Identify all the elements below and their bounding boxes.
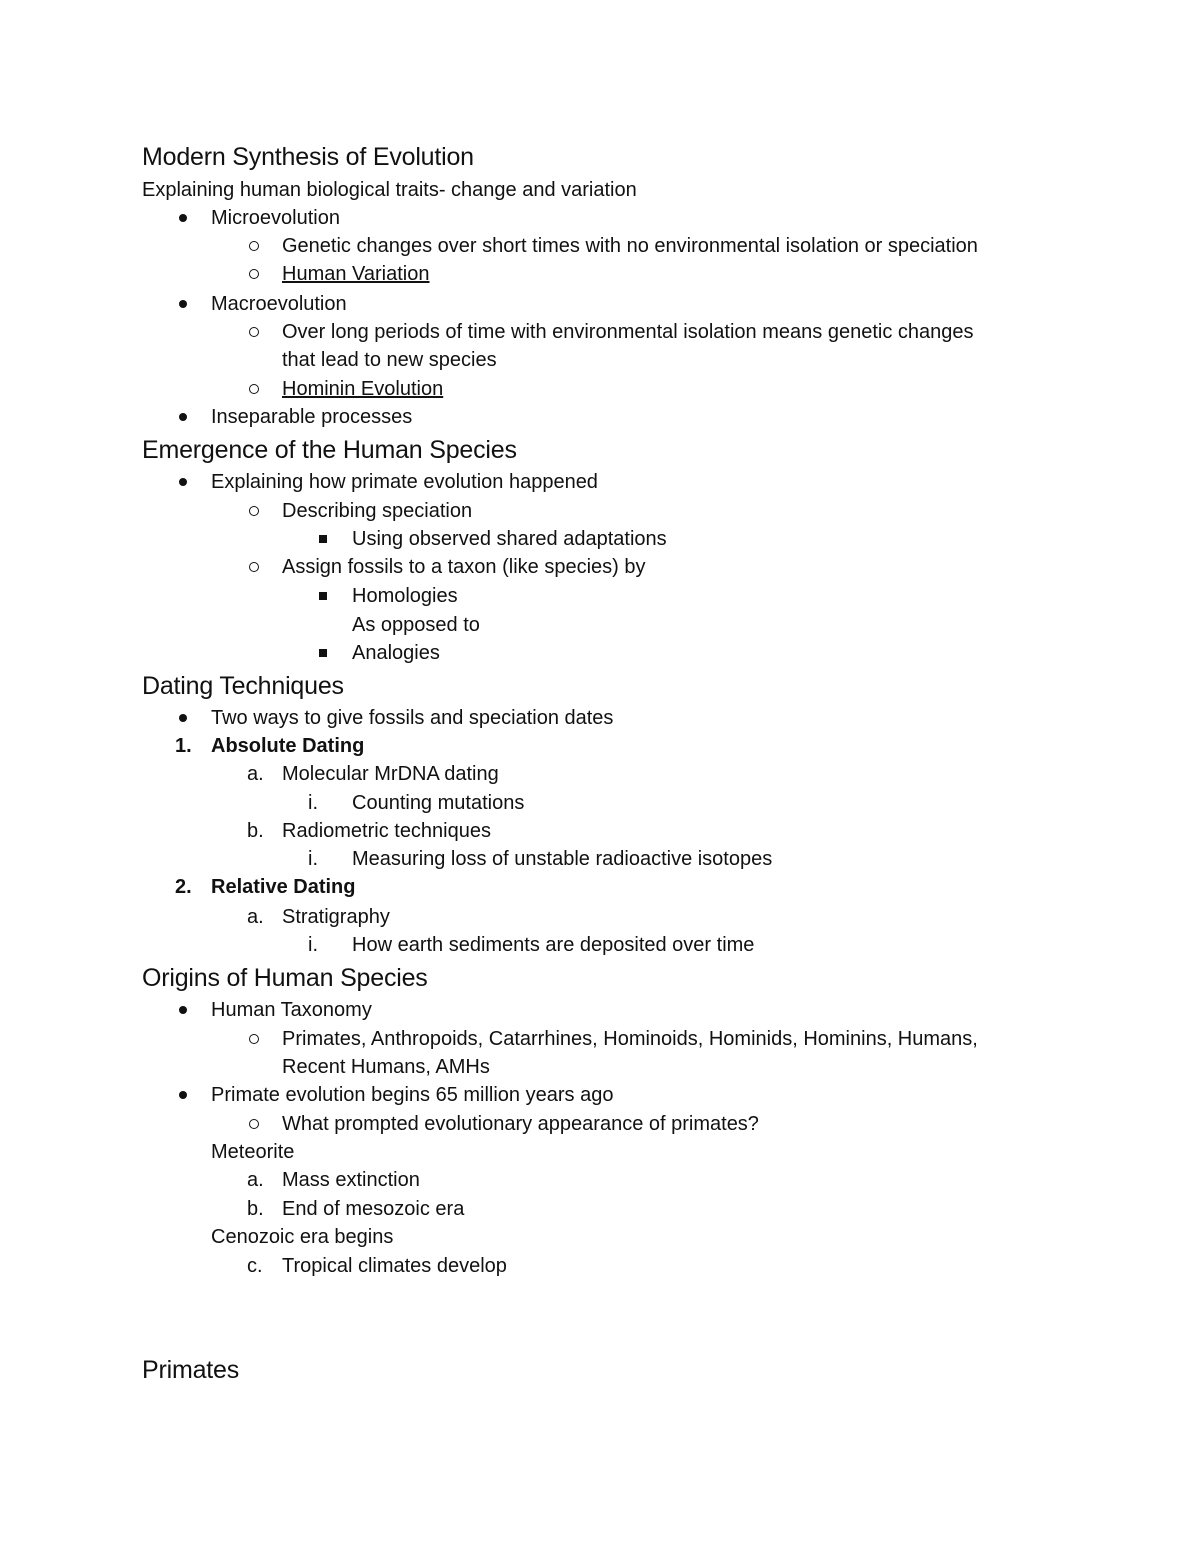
numbered-item — [0, 873, 1200, 901]
list-item-text: Human Taxonomy — [211, 999, 372, 1021]
bullet-icon — [179, 300, 187, 308]
list-item — [0, 996, 1200, 1024]
list-letter: a. — [247, 763, 264, 785]
list-item-text: Molecular MrDNA dating — [282, 763, 499, 785]
circle-bullet-icon — [249, 562, 259, 572]
list-item — [0, 403, 1200, 431]
heading-dating-techniques: Dating Techniques — [142, 672, 344, 700]
list-item-text: Measuring loss of unstable radioactive isotopes — [352, 848, 773, 870]
list-item-text: Assign fossils to a taxon (like species) by — [282, 556, 646, 578]
list-item-text: Homologies — [352, 585, 458, 607]
list-item — [0, 232, 1200, 260]
list-item — [0, 318, 1200, 346]
list-item-text: Recent Humans, AMHs — [282, 1056, 490, 1078]
list-item-text: Stratigraphy — [282, 906, 390, 928]
list-item-text: Primate evolution begins 65 million years ago — [211, 1084, 614, 1106]
lettered-item — [0, 903, 1200, 931]
list-item-text: Absolute Dating — [211, 735, 365, 757]
list-item-text: Analogies — [352, 642, 440, 664]
list-letter: a. — [247, 1169, 264, 1191]
heading-modern-synthesis: Modern Synthesis of Evolution — [142, 143, 474, 171]
circle-bullet-icon — [249, 269, 259, 279]
list-item-text: Genetic changes over short times with no environmental isolation or speciation — [282, 235, 978, 257]
list-item-text: Relative Dating — [211, 876, 356, 898]
circle-bullet-icon — [249, 384, 259, 394]
list-item-continuation — [0, 1053, 1200, 1081]
list-item-text: Radiometric techniques — [282, 820, 491, 842]
circle-bullet-icon — [249, 1119, 259, 1129]
link-hominin-evolution[interactable]: Hominin Evolution — [282, 378, 444, 400]
intro-text: Explaining human biological traits- change and variation — [142, 179, 637, 201]
list-item-text: Cenozoic era begins — [211, 1226, 394, 1248]
lettered-item — [0, 817, 1200, 845]
list-item-text: Tropical climates develop — [282, 1255, 507, 1277]
roman-item — [0, 789, 1200, 817]
lettered-item — [0, 760, 1200, 788]
list-item — [0, 468, 1200, 496]
bullet-icon — [179, 714, 187, 722]
list-note — [0, 1138, 1200, 1166]
circle-bullet-icon — [249, 327, 259, 337]
list-roman: i. — [308, 848, 318, 870]
lettered-item — [0, 1195, 1200, 1223]
list-item-text: Counting mutations — [352, 792, 525, 814]
list-item-text: Primates, Anthropoids, Catarrhines, Hominoids, Hominids, Hominins, Humans, — [282, 1028, 978, 1050]
list-letter: c. — [247, 1255, 263, 1277]
square-bullet-icon — [319, 592, 327, 600]
list-item-continuation — [0, 346, 1200, 374]
lettered-item — [0, 1252, 1200, 1280]
list-item — [0, 375, 1200, 403]
square-bullet-icon — [319, 649, 327, 657]
list-item — [0, 260, 1200, 288]
bullet-icon — [179, 214, 187, 222]
list-item-text: How earth sediments are deposited over time — [352, 934, 755, 956]
circle-bullet-icon — [249, 506, 259, 516]
list-item — [0, 525, 1200, 553]
list-item-text: As opposed to — [352, 614, 480, 636]
list-item-text: Explaining how primate evolution happened — [211, 471, 598, 493]
circle-bullet-icon — [249, 241, 259, 251]
heading-origins: Origins of Human Species — [142, 964, 428, 992]
circle-bullet-icon — [249, 1034, 259, 1044]
link-human-variation[interactable]: Human Variation — [282, 263, 430, 285]
list-item — [0, 582, 1200, 610]
list-note — [0, 1223, 1200, 1251]
list-item-text: that lead to new species — [282, 349, 497, 371]
list-item — [0, 290, 1200, 318]
list-letter: b. — [247, 1198, 264, 1220]
roman-item — [0, 845, 1200, 873]
list-item-text: Using observed shared adaptations — [352, 528, 667, 550]
list-number: 2. — [175, 876, 192, 898]
list-roman: i. — [308, 934, 318, 956]
list-item — [0, 204, 1200, 232]
heading-primates: Primates — [142, 1356, 240, 1384]
list-item-text: Meteorite — [211, 1141, 295, 1163]
list-letter: a. — [247, 906, 264, 928]
paragraph-intro — [0, 176, 1200, 204]
list-note — [0, 611, 1200, 639]
bullet-icon — [179, 413, 187, 421]
bullet-icon — [179, 478, 187, 486]
list-item — [0, 1025, 1200, 1053]
list-item — [0, 704, 1200, 732]
numbered-item — [0, 732, 1200, 760]
bullet-icon — [179, 1006, 187, 1014]
list-item — [0, 553, 1200, 581]
list-item — [0, 639, 1200, 667]
list-item-text: Microevolution — [211, 207, 340, 229]
list-item — [0, 497, 1200, 525]
list-item-text: End of mesozoic era — [282, 1198, 465, 1220]
list-letter: b. — [247, 820, 264, 842]
list-item — [0, 1081, 1200, 1109]
roman-item — [0, 931, 1200, 959]
square-bullet-icon — [319, 535, 327, 543]
list-item-text: Two ways to give fossils and speciation dates — [211, 707, 614, 729]
heading-emergence: Emergence of the Human Species — [142, 436, 517, 464]
list-item-text: Mass extinction — [282, 1169, 420, 1191]
list-item-text: Over long periods of time with environmental isolation means genetic changes — [282, 321, 974, 343]
list-item-text: Macroevolution — [211, 293, 347, 315]
list-item-text: Inseparable processes — [211, 406, 413, 428]
list-roman: i. — [308, 792, 318, 814]
list-item — [0, 1110, 1200, 1138]
lettered-item — [0, 1166, 1200, 1194]
list-item-text: What prompted evolutionary appearance of primates? — [282, 1113, 759, 1135]
list-number: 1. — [175, 735, 192, 757]
list-item-text: Describing speciation — [282, 500, 473, 522]
bullet-icon — [179, 1091, 187, 1099]
